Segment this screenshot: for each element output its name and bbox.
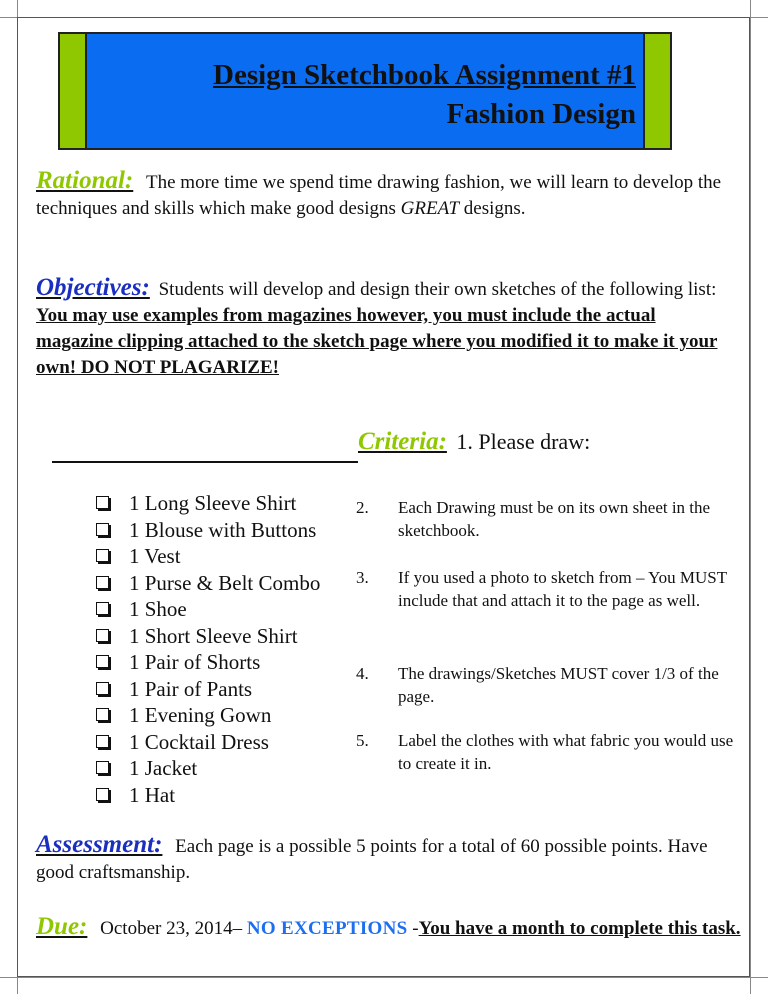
no-exceptions: NO EXCEPTIONS: [246, 918, 408, 939]
checkbox-icon[interactable]: [96, 708, 109, 721]
list-item: 1 Hat: [96, 782, 320, 809]
banner-accent-left: [60, 34, 87, 148]
objectives-text: Students will develop and design their own sketches of the following list:: [158, 279, 717, 300]
list-item: 1 Cocktail Dress: [96, 729, 320, 756]
criteria-heading: Criteria:: [358, 428, 447, 455]
checkbox-icon[interactable]: [96, 761, 109, 774]
checkbox-icon[interactable]: [96, 549, 109, 562]
list-item: 1 Jacket: [96, 755, 320, 782]
checkbox-icon[interactable]: [96, 523, 109, 536]
checklist: [96, 490, 320, 808]
due-dash: -: [407, 918, 419, 939]
objectives-section: [36, 275, 736, 381]
due-note: You have a month to complete this task.: [418, 918, 741, 939]
title-banner: [58, 32, 672, 150]
assessment-section: [36, 832, 741, 886]
checkbox-icon[interactable]: [96, 602, 109, 615]
rational-text: The more time we spend time drawing fashion, we will learn to develop the techniques and skills which make good designs: [36, 172, 722, 219]
criteria-rule: [52, 461, 358, 463]
checkbox-icon[interactable]: [96, 576, 109, 589]
checkbox-icon[interactable]: [96, 629, 109, 642]
assessment-text: Each page is a possible 5 points for a total of 60 possible points. Have good craftsmanship.: [36, 836, 708, 883]
rational-tail: designs.: [459, 198, 526, 219]
list-item: 1 Vest: [96, 543, 320, 570]
page-edge-bottom: [0, 977, 768, 995]
criteria-heading-line: [358, 428, 590, 456]
checkbox-icon[interactable]: [96, 496, 109, 509]
due-section: [36, 914, 741, 942]
checkbox-icon[interactable]: [96, 735, 109, 748]
criteria-row: [52, 428, 742, 468]
list-item: 1 Long Sleeve Shirt: [96, 490, 320, 517]
rational-section: [36, 168, 736, 222]
page-subtitle: Fashion Design: [446, 98, 636, 130]
list-item: 1 Purse & Belt Combo: [96, 570, 320, 597]
due-date: October 23, 2014–: [100, 918, 243, 939]
page-edge-top: [0, 0, 768, 18]
criteria-first-item: 1. Please draw:: [456, 429, 591, 454]
checkbox-icon[interactable]: [96, 788, 109, 801]
banner-accent-right: [643, 34, 670, 148]
due-heading: Due:: [36, 913, 88, 940]
list-item: 1 Evening Gown: [96, 702, 320, 729]
checkbox-icon[interactable]: [96, 655, 109, 668]
list-item: 1 Pair of Pants: [96, 676, 320, 703]
list-item: 1 Short Sleeve Shirt: [96, 623, 320, 650]
checkbox-icon[interactable]: [96, 682, 109, 695]
page-edge-right: [750, 0, 768, 994]
list-item: 1 Blouse with Buttons: [96, 517, 320, 544]
objectives-heading: Objectives:: [36, 274, 150, 301]
assessment-heading: Assessment:: [36, 831, 163, 858]
page-title: Design Sketchbook Assignment #1: [213, 59, 636, 91]
rational-italic: GREAT: [400, 198, 460, 219]
rational-heading: Rational:: [36, 167, 134, 194]
objectives-emphasis: You may use examples from magazines however, you must include the actual magazine clipping attached to the sketch page where you modified it to make it your own! DO NOT PLAGARIZE!: [36, 305, 718, 378]
list-item: 1 Pair of Shorts: [96, 649, 320, 676]
list-item: 1 Shoe: [96, 596, 320, 623]
page-edge-left: [0, 0, 18, 994]
